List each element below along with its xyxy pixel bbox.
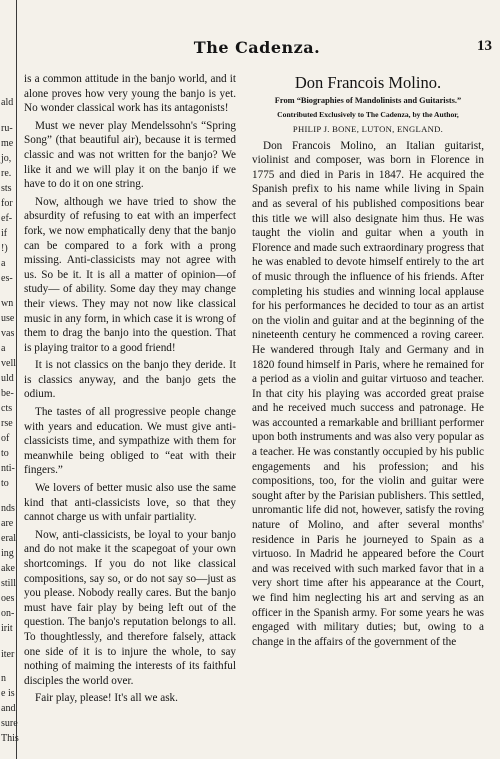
- paragraph: It is not classics on the banjo they deride. It is classics anyway, and the banjo gets the odium.: [24, 359, 236, 401]
- margin-fragment: !): [1, 243, 8, 254]
- paragraph: is a common attitude in the banjo world, and it alone proves how very young the banjo is yet. No wonder classical work has its antagonists!: [24, 73, 236, 115]
- margin-fragment: ing: [1, 548, 14, 559]
- margin-fragment: sure: [1, 718, 18, 729]
- margin-fragment: still: [1, 578, 17, 589]
- margin-fragment: re.: [1, 168, 12, 179]
- margin-fragment: and: [1, 703, 16, 714]
- margin-fragment: n: [1, 673, 6, 684]
- margin-fragment: es-: [1, 273, 13, 284]
- margin-fragment: if: [1, 228, 8, 239]
- paragraph: Now, although we have tried to show the absurdity of refusing to eat with an imperfect fork, we now emphatically deny that the banjo can be compared to a fork with a prong missing. Anti-classicists may not agree with us. So be it. It is all a matter of opinion—of study— of ability. Some day they may change their views. They may not now like classical music in any form, in which case it is wrong of them to drag the banjo into the question. That is playing traitor to a good friend!: [24, 195, 236, 354]
- margin-fragment: on-: [1, 608, 15, 619]
- paragraph: We lovers of better music also use the same kind that anti-classicists love, so that they cannot charge us with unfair partiality.: [24, 482, 236, 524]
- margin-fragment: a: [1, 343, 6, 354]
- margin-fragment: a: [1, 258, 6, 269]
- page-number: 13: [477, 38, 492, 54]
- left-column: [24, 72, 236, 709]
- article-title: Don Francois Molino.: [294, 73, 442, 92]
- article-body: Don Francois Molino, an Italian guitarist, violinist and composer, was born in Florence in 1775 and died in Paris in 1847. He acquired the Spanish prefix to his name while living in Spain and as several of his published compositions bear this title we will also designate him thus. He was taught the violin and guitar when a youth in Florence and made such extraordinary progress that he was enabled to devote himself entirely to the art of music through the influence of his friends. After completing his studies and winning local applause for his performances he decided to tour as an artist on the violin and guitar and at the beginning of the nineteenth century he commenced a roving career. He wandered through Italy and Germany and in 1820 found himself in Paris, where he remained for a period as a violin and guitar virtuoso and teacher. In that city his playing was accorded great praise and he received much success and patronage. He was accounted a remarkable and brilliant performer upon both instruments and was also very popular as a teacher. He was constantly occupied by his public engagements and his profession; and his compositions, too, for the violin and guitar were sought after by the Parisian publishers. This settled, unromantic life did not, however, satisfy the roving nature of Molino, and after several months' residence in Paris he journeyed to Spain as a virtuoso. In Madrid he appeared before the Court and was received with such marked favor that in a very short time after his appearance at the Court, we find him neglecting his art and serving as an officer in the Spanish army. For some years he was engaged with military duties; but, owing to a change in the affairs of the government of the: [252, 139, 484, 648]
- margin-fragment: uld: [1, 373, 14, 384]
- paragraph: Now, anti-classicists, be loyal to your banjo and do not make it the scapegoat of your own shortcomings. If you do not like classical compositions, say so, or do not say so—just as you please. Nobody really cares. But the banjo must have fair play by being left out of the question. The banjo's reputation belongs to all. To thoughtlessly, and therefore falsely, attack one side of it is to injure the whole, to say nothing of maiming the interests of its faithful disciples the world over.: [24, 528, 236, 687]
- paragraph: The tastes of all progressive people change with years and education. We must give anti-classicists time, and sympathize with them for meanwhile being obliged to “eat with their fingers.”: [24, 406, 236, 477]
- margin-fragment: for: [1, 198, 13, 209]
- margin-fragment: sts: [1, 183, 12, 194]
- journal-title: The Cadenza.: [193, 38, 321, 57]
- page-header: [22, 26, 492, 56]
- margin-fragment: be-: [1, 388, 14, 399]
- margin-fragment: jo,: [1, 153, 12, 164]
- article-contribution-note: Contributed Exclusively to The Cadenza, by the Author,: [277, 109, 459, 119]
- margin-fragment: to: [1, 448, 9, 459]
- margin-fragment: ake: [1, 563, 15, 574]
- margin-fragment: eral: [1, 533, 16, 544]
- margin-fragment: vas: [1, 328, 15, 339]
- paragraph: Must we never play Mendelssohn's “Spring Song” (that beautiful air), because it is termed classic and was not written for the banjo? We like it and we will play it on the banjo if we have to do it on one string.: [24, 119, 236, 191]
- margin-fragment: oes: [1, 593, 15, 604]
- margin-fragment: nds: [1, 503, 15, 514]
- margin-fragment: nti-: [1, 463, 15, 474]
- margin-fragment: ru-: [1, 123, 13, 134]
- paragraph: Fair play, please! It's all we ask.: [35, 692, 178, 705]
- margin-fragment: ald: [1, 97, 14, 108]
- margin-fragment: e is: [1, 688, 15, 699]
- margin-fragment: to: [1, 478, 9, 489]
- margin-fragment: iter: [1, 649, 15, 660]
- margin-fragment: vell: [1, 358, 16, 369]
- margin-fragment: This: [1, 733, 19, 744]
- article-author: PHILIP J. BONE, LUTON, ENGLAND.: [292, 123, 444, 134]
- adjacent-page-margin: [0, 0, 17, 759]
- article-source: From “Biographies of Mandolinists and Guitarists.”: [274, 95, 462, 105]
- margin-fragment: cts: [1, 403, 13, 414]
- margin-fragment: wn: [1, 298, 14, 309]
- margin-fragment: are: [1, 518, 14, 529]
- margin-fragment: use: [1, 313, 15, 324]
- margin-fragment: me: [1, 138, 14, 149]
- article-column: [252, 72, 484, 652]
- margin-fragment: ef-: [1, 213, 13, 224]
- margin-fragment: of: [1, 433, 10, 444]
- margin-fragment: irit: [1, 623, 13, 634]
- margin-fragment: rse: [1, 418, 13, 429]
